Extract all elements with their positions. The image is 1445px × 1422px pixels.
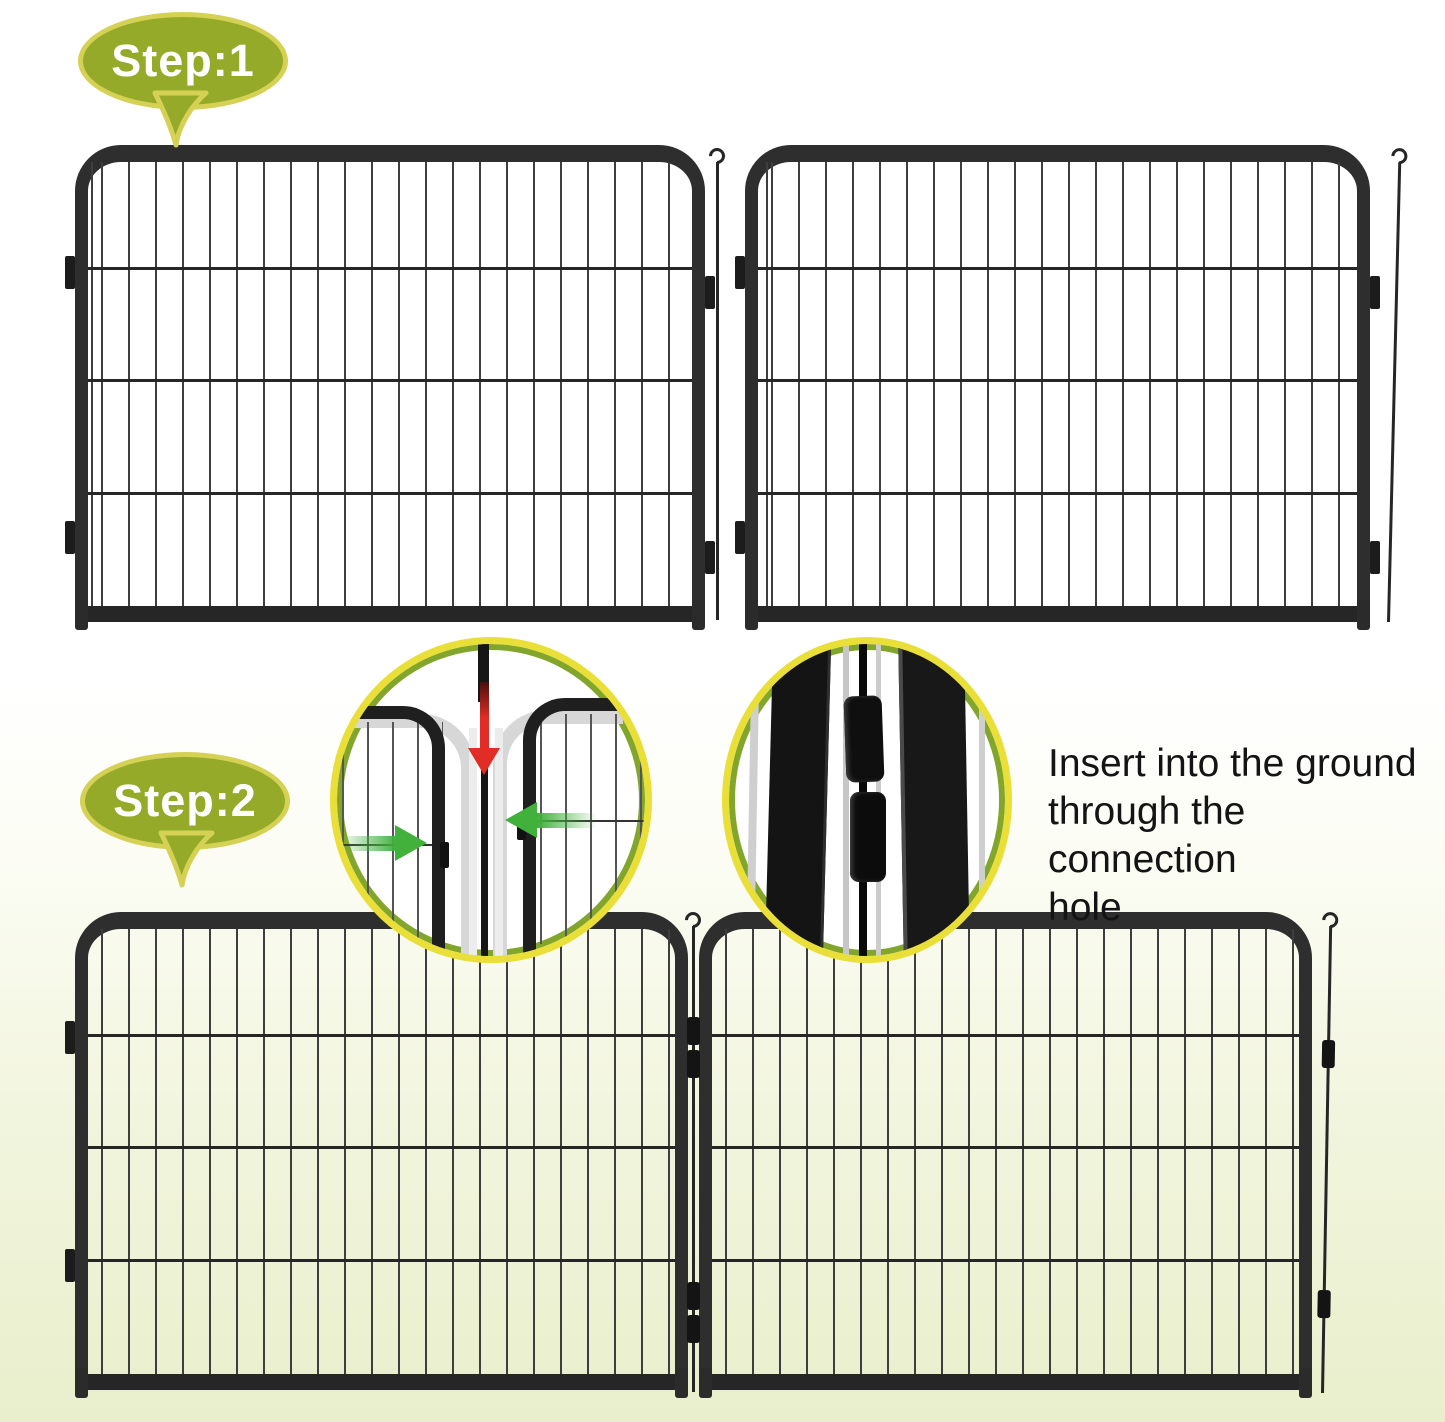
connector-tab [65,1249,75,1282]
green-arrow-right-shaft [537,813,597,828]
annotation-line-1: Insert into the ground [1048,742,1417,785]
connector-tab [735,256,745,289]
fence-panel-bottom-right [699,912,1312,1390]
horizontal-wire [712,1034,1299,1037]
step2-bubble [80,752,290,850]
horizontal-wire [88,1146,675,1149]
fence-mesh [712,929,1299,1374]
frame-post-right [898,637,970,963]
connector-tab [65,521,75,554]
connector-tab [735,521,745,554]
stake-loop-icon [1388,145,1411,168]
connection-sleeve [844,695,885,782]
ground-stake [1387,162,1401,622]
fence-mesh [758,162,1357,606]
fence-panel-bottom-left [75,912,688,1390]
green-right-arrow-icon [395,825,427,861]
horizontal-wire [712,1146,1299,1149]
horizontal-wire [88,492,692,495]
step1-label: Step:1 [111,35,255,86]
connector-tab [1370,276,1380,309]
green-left-arrow-icon [505,802,537,838]
horizontal-wire [88,267,692,270]
stake-loop-icon [682,909,705,932]
horizontal-wire [88,1034,675,1037]
horizontal-wire [758,267,1357,270]
wire-bar [843,638,849,963]
connector-tab [705,276,715,309]
ground-stake [716,162,719,620]
fence-panel-top-right [745,145,1370,622]
horizontal-wire [712,1259,1299,1262]
horizontal-wire [758,379,1357,382]
connector-tab [1370,541,1380,574]
connection-sleeve [687,1017,700,1045]
red-arrow-shaft [480,682,489,748]
connector-tab [65,256,75,289]
horizontal-wire [88,1259,675,1262]
stake-loop-icon [706,145,729,168]
frame-post-left [765,637,832,963]
fence-mesh [88,929,675,1374]
connector-tab [440,842,449,868]
annotation-line-2: through the connection [1048,790,1246,881]
connection-sleeve [687,1315,700,1343]
step2-label: Step:2 [113,775,257,826]
panel-corner-left [330,706,445,956]
step1-bubble [78,12,288,110]
annotation-line-3: hole [1048,886,1122,929]
step1-bubble-tail [145,89,215,151]
fence-panel-top-left [75,145,705,622]
connection-sleeve [1317,1290,1330,1318]
horizontal-wire [758,492,1357,495]
connection-sleeve [687,1050,700,1078]
connection-sleeve [1322,1040,1335,1068]
connector-tab [705,541,715,574]
connector-tab [65,1021,75,1054]
step2-bubble-tail [151,829,221,891]
green-arrow-left-shaft [339,836,397,851]
red-down-arrow-icon [468,748,500,775]
connection-sleeve [850,792,886,882]
annotation-text [1048,740,1438,932]
horizontal-wire [88,379,692,382]
connection-rod-right [1321,926,1332,1393]
wire-bar [979,638,985,963]
detail-circle-hinge-photo [722,637,1012,963]
detail-circle-connection [330,637,652,963]
connection-sleeve [687,1282,700,1310]
fence-mesh [88,162,692,606]
connection-rod-center [692,926,695,1392]
